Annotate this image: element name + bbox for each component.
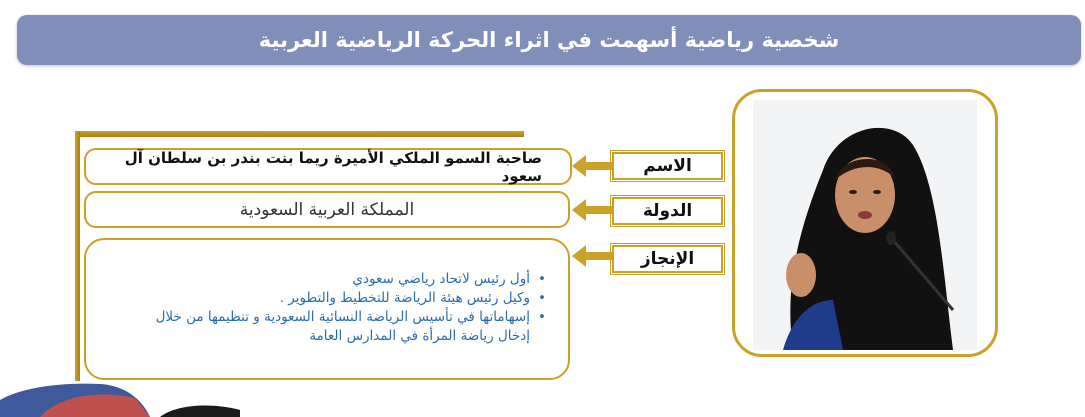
page-title: شخصية رياضية أسهمت في اثراء الحركة الرياضية العربية xyxy=(258,28,840,52)
list-item: • إسهاماتها في تأسيس الرياضة النسائية السعودية و تنظيمها من خلال xyxy=(155,309,546,325)
achievement-list xyxy=(86,270,548,346)
portrait-photo-icon xyxy=(753,100,977,350)
country-value: المملكة العربية السعودية xyxy=(239,199,415,220)
arrow-left-icon xyxy=(572,199,614,221)
arrow-left-icon xyxy=(572,155,614,177)
title-banner xyxy=(17,15,1081,65)
photo-frame xyxy=(732,89,998,357)
list-item: • أول رئيس لاتحاد رياضي سعودي xyxy=(352,271,546,287)
gold-accent-left xyxy=(75,131,80,381)
achievement-box xyxy=(84,238,570,380)
name-label-box xyxy=(612,152,723,180)
arrow-left-icon xyxy=(572,245,614,267)
decorative-shapes xyxy=(0,380,260,417)
country-label-box xyxy=(612,197,723,225)
achievement-label-box xyxy=(612,245,723,273)
achievement-label: الإنجاز xyxy=(640,249,695,269)
gold-accent-top xyxy=(75,131,524,137)
name-value: صاحبة السمو الملكي الأميرة ريما بنت بندر بن سلطان آل سعود xyxy=(124,148,542,185)
name-value-box xyxy=(84,148,572,185)
country-label: الدولة xyxy=(642,201,693,221)
list-item: إدخال رياضة المرأة في المدارس العامة xyxy=(309,328,530,344)
country-value-box xyxy=(84,191,570,228)
name-label: الاسم xyxy=(643,156,692,176)
list-item: • وكيل رئيس هيئة الرياضة للتخطيط والتطوير . xyxy=(279,290,546,306)
